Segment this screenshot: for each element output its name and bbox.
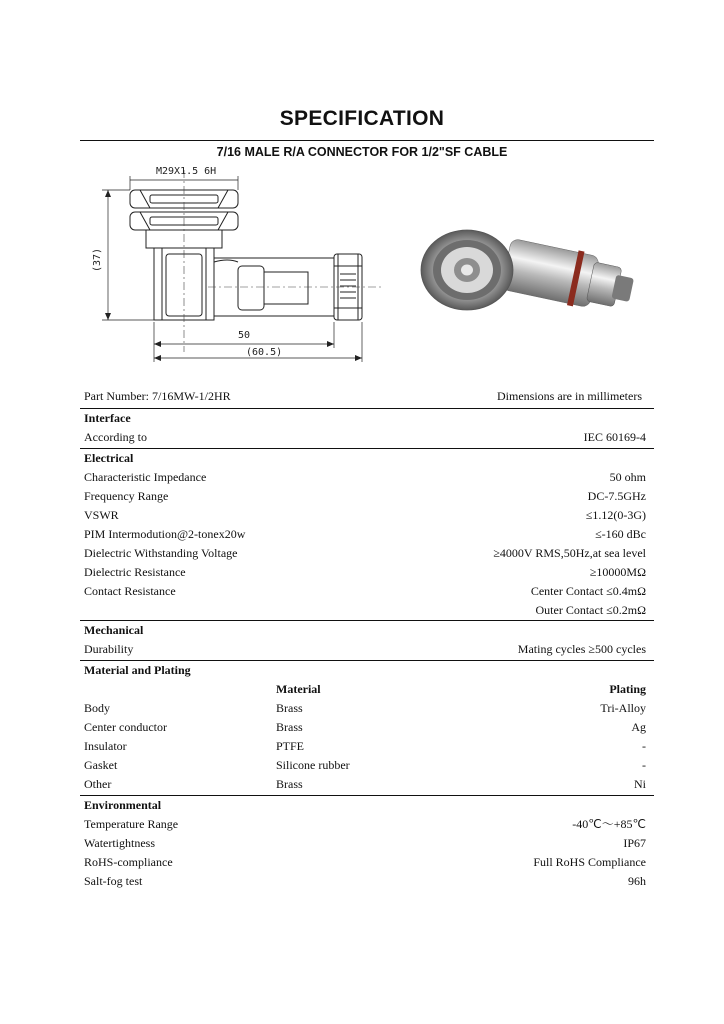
material-part: Other (84, 777, 112, 791)
technical-drawing (88, 162, 388, 374)
product-subtitle: 7/16 MALE R/A CONNECTOR FOR 1/2"SF CABLE (216, 145, 508, 159)
spec-value: ≥10000MΩ (589, 565, 646, 579)
spec-label: Frequency Range (84, 489, 169, 503)
thread-dimension-label: M29X1.5 6H (156, 166, 217, 177)
spec-value: Outer Contact ≤0.2mΩ (535, 603, 646, 617)
spec-value: 50 ohm (609, 470, 646, 484)
spec-value: IEC 60169-4 (583, 430, 646, 444)
spec-value: Mating cycles ≥500 cycles (517, 642, 646, 656)
spec-value: -40℃～+85℃ (572, 817, 646, 831)
section-rule (80, 620, 654, 621)
spec-label: Durability (84, 642, 134, 656)
material-value: Silicone rubber (276, 758, 350, 772)
electrical-heading: Electrical (84, 451, 134, 465)
spec-label: Watertightness (84, 836, 156, 850)
section-rule (80, 408, 654, 409)
dimensions-note: Dimensions are in millimeters (497, 389, 642, 403)
material-part: Body (84, 701, 111, 715)
plating-value: Ni (634, 777, 646, 791)
material-column-header: Material (276, 682, 321, 696)
height-dimension-label: (37) (92, 247, 103, 273)
spec-label: PIM Intermodution@2-tonex20w (84, 527, 246, 541)
product-photo (405, 200, 645, 350)
spec-value: 96h (628, 874, 646, 888)
spec-label: Dielectric Withstanding Voltage (84, 546, 238, 560)
spec-label: Temperature Range (84, 817, 179, 831)
material-part: Center conductor (84, 720, 167, 734)
spec-label: Characteristic Impedance (84, 470, 207, 484)
length-dimension-label: 50 (238, 330, 251, 341)
spec-value: ≤-160 dBc (595, 527, 646, 541)
material-part: Insulator (84, 739, 127, 753)
plating-value: Ag (631, 720, 646, 734)
spec-value: ≥4000V RMS,50Hz,at sea level (493, 546, 646, 560)
total-length-dimension-label: (60.5) (246, 347, 283, 358)
plating-value: Tri-Alloy (600, 701, 646, 715)
material-value: Brass (276, 777, 303, 791)
interface-heading: Interface (84, 411, 131, 425)
material-value: PTFE (276, 739, 305, 753)
spec-value: Center Contact ≤0.4mΩ (530, 584, 646, 598)
spec-value: IP67 (623, 836, 646, 850)
spec-value: DC-7.5GHz (587, 489, 646, 503)
spec-label: Contact Resistance (84, 584, 176, 598)
page-title: SPECIFICATION (279, 107, 445, 130)
plating-value: - (642, 739, 646, 753)
section-rule (80, 660, 654, 661)
spec-label: RoHS-compliance (84, 855, 173, 869)
section-rule (80, 448, 654, 449)
plating-value: - (642, 758, 646, 772)
spec-label: According to (84, 430, 147, 444)
title-rule (80, 140, 654, 141)
spec-label: Dielectric Resistance (84, 565, 186, 579)
spec-label: VSWR (84, 508, 119, 522)
spec-value: Full RoHS Compliance (533, 855, 646, 869)
material-value: Brass (276, 701, 303, 715)
material-value: Brass (276, 720, 303, 734)
part-number: Part Number: 7/16MW-1/2HR (84, 389, 231, 403)
material-heading: Material and Plating (84, 663, 191, 677)
mechanical-heading: Mechanical (84, 623, 144, 637)
section-rule (80, 795, 654, 796)
plating-column-header: Plating (609, 682, 646, 696)
material-part: Gasket (84, 758, 118, 772)
spec-label: Salt-fog test (84, 874, 143, 888)
environmental-heading: Environmental (84, 798, 162, 812)
spec-value: ≤1.12(0-3G) (585, 508, 646, 522)
